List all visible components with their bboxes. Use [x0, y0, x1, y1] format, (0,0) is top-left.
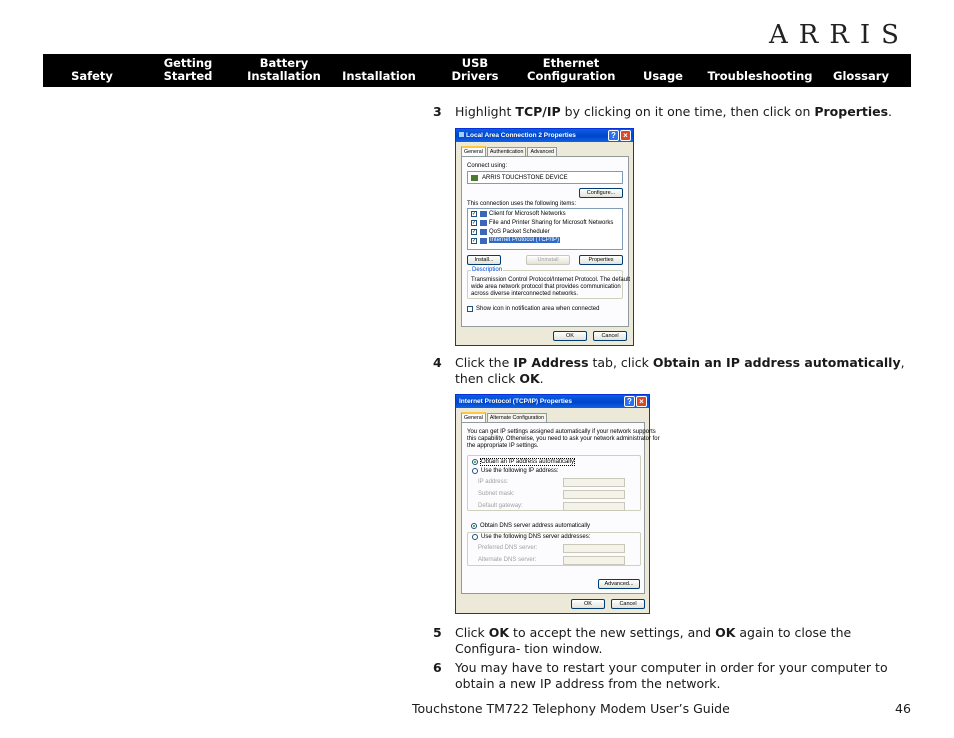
- use-dns-radio[interactable]: [472, 534, 478, 540]
- footer-title: Touchstone TM722 Telephony Modem User’s Guide: [412, 701, 730, 716]
- bold-text: OK: [519, 371, 540, 386]
- tab-panel: [461, 156, 629, 327]
- nav-label: Drivers: [451, 69, 499, 83]
- text: Highlight: [455, 104, 516, 119]
- nav-label: Installation: [342, 69, 416, 83]
- obtain-dns-radio[interactable]: [471, 523, 477, 529]
- obtain-ip-label[interactable]: Obtain an IP address automatically: [481, 459, 574, 465]
- default-gateway-label: Default gateway:: [478, 503, 523, 509]
- checkbox[interactable]: ✓: [472, 211, 477, 217]
- alternate-dns-label: Alternate DNS server:: [478, 557, 537, 563]
- nav-battery-installation[interactable]: [245, 57, 323, 83]
- text: , then click: [455, 355, 905, 386]
- nav-usb-drivers[interactable]: [451, 57, 499, 83]
- text: by clicking on it one time, then click on: [560, 104, 815, 119]
- nav-troubleshooting[interactable]: [707, 70, 813, 83]
- use-ip-radio[interactable]: [472, 468, 478, 474]
- bold-text: Obtain an IP address automatically: [652, 355, 901, 370]
- nav-label: Getting: [163, 56, 213, 70]
- tab-authentication[interactable]: Authentication: [487, 147, 527, 156]
- scheduler-icon: [480, 229, 487, 235]
- protocol-icon: [480, 238, 487, 244]
- step-number: 6: [433, 660, 442, 675]
- list-item[interactable]: QoS Packet Scheduler: [489, 229, 550, 235]
- step-text: [455, 355, 911, 387]
- subnet-mask-label: Subnet mask:: [478, 491, 515, 497]
- bold-text: OK: [488, 625, 510, 640]
- show-icon-label: Show icon in notification area when connected: [476, 306, 600, 312]
- step-5: [433, 625, 911, 657]
- configure-button[interactable]: Configure...: [579, 188, 623, 198]
- client-icon: [480, 211, 487, 217]
- use-dns-label[interactable]: Use the following DNS server addresses:: [481, 534, 591, 540]
- bold-text: IP Address: [513, 355, 589, 370]
- ip-address-label: IP address:: [478, 479, 509, 485]
- nav-label: Troubleshooting: [707, 69, 813, 83]
- obtain-dns-label[interactable]: Obtain DNS server address automatically: [480, 523, 591, 529]
- ip-address-group: [467, 455, 641, 511]
- close-icon[interactable]: ×: [620, 130, 631, 141]
- nav-label: USB: [461, 56, 489, 70]
- description-label: Description: [472, 267, 503, 273]
- sharing-icon: [480, 220, 487, 226]
- tab-general[interactable]: General: [461, 146, 486, 157]
- install-button[interactable]: Install...: [467, 255, 501, 265]
- text: Click: [455, 625, 489, 640]
- description-line: Transmission Control Protocol/Internet Protocol. The default: [471, 277, 631, 283]
- device-box: [467, 171, 623, 184]
- description-line: across diverse interconnected networks.: [471, 291, 579, 297]
- nav-safety[interactable]: [71, 70, 113, 83]
- nav-label: Installation: [247, 69, 321, 83]
- nav-label: Battery: [259, 56, 309, 70]
- checkbox[interactable]: ✓: [472, 229, 477, 235]
- checkbox[interactable]: ✓: [472, 220, 477, 226]
- dialog-titlebar: [456, 129, 633, 142]
- intro-line: this capability. Otherwise, you need to ask your network administrator for: [467, 436, 660, 442]
- tab-alternate-configuration[interactable]: Alternate Configuration: [487, 413, 547, 422]
- step-6: [433, 660, 911, 692]
- bold-text: Properties: [814, 104, 889, 119]
- help-icon[interactable]: ?: [608, 130, 619, 141]
- step-4: [433, 355, 911, 387]
- lan-properties-dialog: [455, 128, 634, 346]
- default-gateway-field[interactable]: [563, 502, 625, 511]
- tab-advanced[interactable]: Advanced: [527, 147, 557, 156]
- ok-button[interactable]: OK: [553, 331, 587, 341]
- nav-label: Ethernet: [542, 56, 600, 70]
- nav-bar: [43, 54, 911, 87]
- arris-logo: ARRIS: [768, 20, 910, 50]
- dialog-title: Local Area Connection 2 Properties: [466, 132, 576, 139]
- preferred-dns-field[interactable]: [563, 544, 625, 553]
- step-number: 4: [433, 355, 442, 370]
- tab-strip: [461, 412, 548, 422]
- device-name: ARRIS TOUCHSTONE DEVICE: [482, 175, 568, 181]
- intro-line: You can get IP settings assigned automatically if your network supports: [467, 429, 656, 435]
- list-item[interactable]: Client for Microsoft Networks: [489, 211, 566, 217]
- help-icon[interactable]: ?: [624, 396, 635, 407]
- step-text: You may have to restart your computer in order for your computer to obtain a new IP address from the network.: [455, 660, 888, 691]
- text: Click the: [455, 355, 514, 370]
- alternate-dns-field[interactable]: [563, 556, 625, 565]
- text: .: [888, 104, 893, 119]
- use-ip-label[interactable]: Use the following IP address:: [481, 468, 559, 474]
- dialog-title: Internet Protocol (TCP/IP) Properties: [459, 398, 573, 405]
- items-list: [467, 208, 623, 250]
- close-icon[interactable]: ×: [636, 396, 647, 407]
- tcpip-properties-dialog: [455, 394, 660, 614]
- tab-strip: [461, 146, 558, 156]
- network-card-icon: [471, 175, 478, 181]
- intro-line: the appropriate IP settings.: [467, 443, 539, 449]
- step-text: [455, 625, 911, 657]
- network-icon: [459, 132, 464, 137]
- step-number: 5: [433, 625, 442, 640]
- text: .: [539, 371, 544, 386]
- cancel-button[interactable]: Cancel: [611, 599, 645, 609]
- tab-panel: [461, 422, 660, 594]
- properties-button[interactable]: Properties: [579, 255, 623, 265]
- description-group: [467, 267, 631, 299]
- checkbox[interactable]: ✓: [472, 238, 477, 244]
- nav-label: Started: [163, 69, 213, 83]
- nav-glossary[interactable]: [831, 70, 891, 83]
- step-text: [455, 104, 911, 120]
- show-icon-checkbox[interactable]: [467, 306, 473, 312]
- step-3: [433, 104, 911, 120]
- advanced-button[interactable]: Advanced...: [598, 579, 640, 589]
- bold-text: TCP/IP: [515, 104, 561, 119]
- ip-address-field[interactable]: [563, 478, 625, 487]
- nav-label: Glossary: [833, 69, 889, 83]
- items-label: This connection uses the following items:: [467, 201, 577, 207]
- list-item-selected[interactable]: Internet Protocol (TCP/IP): [490, 237, 560, 243]
- list-item[interactable]: File and Printer Sharing for Microsoft Networks: [489, 220, 614, 226]
- dns-group: [467, 532, 641, 566]
- text: to accept the new settings, and: [509, 625, 716, 640]
- nav-installation[interactable]: [341, 70, 417, 83]
- text: again to close the Configura- tion window.: [455, 625, 852, 656]
- nav-label: Usage: [643, 69, 683, 83]
- cancel-button[interactable]: Cancel: [593, 331, 627, 341]
- subnet-mask-field[interactable]: [563, 490, 625, 499]
- nav-getting-started[interactable]: [160, 57, 216, 83]
- dialog-titlebar: [456, 395, 649, 408]
- description-line: wide area network protocol that provides communication: [471, 284, 621, 290]
- ok-button[interactable]: OK: [571, 599, 605, 609]
- nav-usage[interactable]: [640, 70, 686, 83]
- text: tab, click: [588, 355, 653, 370]
- step-number: 3: [433, 104, 442, 119]
- connect-using-label: Connect using:: [467, 163, 508, 169]
- bold-text: OK: [715, 625, 736, 640]
- nav-ethernet-configuration[interactable]: [527, 57, 615, 83]
- preferred-dns-label: Preferred DNS server:: [478, 545, 538, 551]
- obtain-ip-radio[interactable]: [472, 459, 478, 465]
- uninstall-button[interactable]: Uninstall: [526, 255, 570, 265]
- page-number: 46: [895, 701, 911, 716]
- tab-general[interactable]: General: [461, 412, 486, 423]
- nav-label: Configuration: [527, 69, 616, 83]
- nav-label: Safety: [71, 69, 113, 83]
